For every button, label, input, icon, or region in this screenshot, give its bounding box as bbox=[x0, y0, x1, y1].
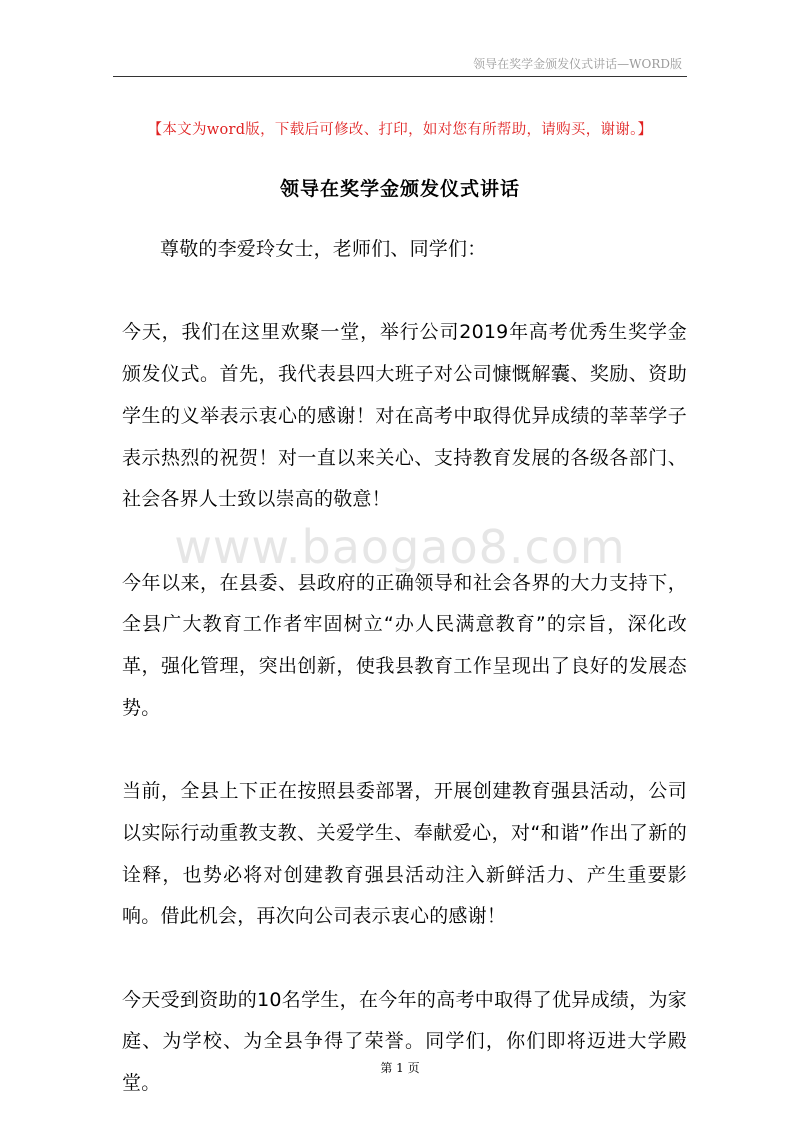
running-header: 领导在奖学金颁发仪式讲话—WORD版 bbox=[473, 57, 682, 71]
salutation: 尊敬的李爱玲女士，老师们、同学们： bbox=[160, 238, 487, 260]
document-title: 领导在奖学金颁发仪式讲话 bbox=[279, 178, 520, 200]
download-notice: 【本文为word版，下载后可修改、打印，如对您有所帮助，请购买，谢谢。】 bbox=[147, 122, 653, 138]
watermark: www.baogao8.com bbox=[174, 520, 626, 574]
paragraph: 今天受到资助的10名学生，在今年的高考中取得了优异成绩，为家庭、为学校、为全县争得了荣誉。同学们，你们即将迈进大学殿堂。 bbox=[122, 988, 687, 1094]
paragraph: 当前，全县上下正在按照县委部署，开展创建教育强县活动，公司以实际行动重教支教、关爱学生、奉献爱心，对“和谐”作出了新的诠释，也势必将对创建教育强县活动注入新鲜活力、产生重要影响。借此机会，再次向公司表示衷心的感谢！ bbox=[122, 780, 687, 928]
header-divider bbox=[113, 76, 687, 77]
document-body bbox=[122, 229, 687, 1146]
paragraph: 今天，我们在这里欢聚一堂，举行公司2019年高考优秀生奖学金颁发仪式。首先，我代表县四大班子对公司慷慨解囊、奖励、资助学生的义举表示衷心的感谢！对在高考中取得优异成绩的莘莘学子表示热烈的祝贺！对一直以来关心、支持教育发展的各级各部门、社会各界人士致以崇高的敬意！ bbox=[122, 321, 687, 511]
page-number: 第 1 页 bbox=[380, 1061, 420, 1075]
paragraph: 今年以来，在县委、县政府的正确领导和社会各界的大力支持下，全县广大教育工作者牢固树立“办人民满意教育”的宗旨，深化改革，强化管理，突出创新，使我县教育工作呈现出了良好的发展态势。 bbox=[122, 571, 687, 719]
